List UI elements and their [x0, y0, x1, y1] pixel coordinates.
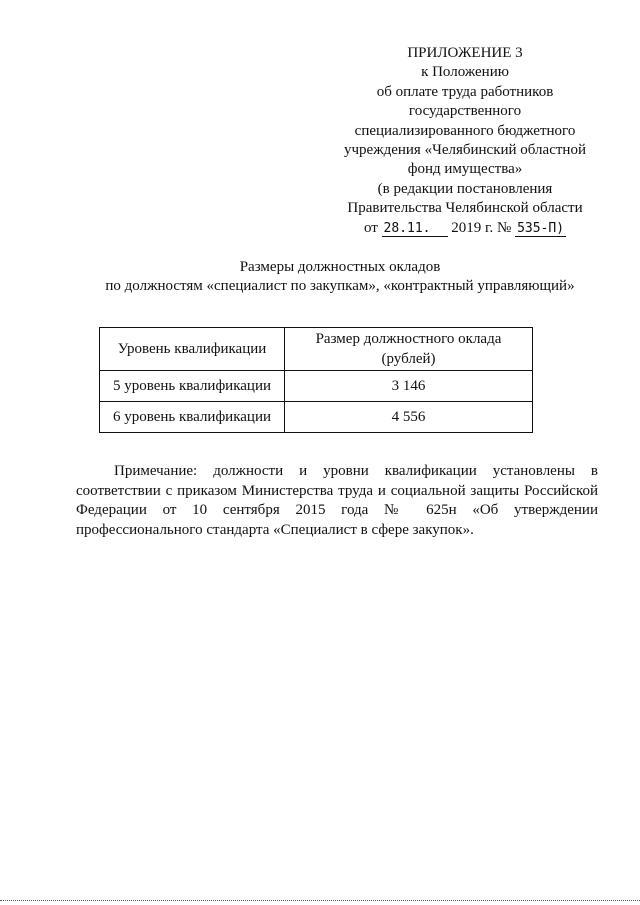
table-row — [100, 402, 533, 433]
appendix-header — [330, 44, 600, 238]
appendix-line: Правительства Челябинской области — [347, 200, 583, 217]
document-title — [40, 258, 640, 296]
page-bottom-divider — [0, 900, 640, 901]
header-qualification-level: Уровень квалификации — [100, 328, 285, 371]
appendix-line: государственного — [408, 103, 522, 120]
cell-salary: 4 556 — [285, 402, 533, 433]
cell-level: 6 уровень квалификации — [100, 402, 285, 433]
appendix-line: специализированного бюджетного — [354, 122, 576, 139]
table-row — [100, 371, 533, 402]
title-line-2: по должностям «специалист по закупкам», «контрактный управляющий» — [105, 278, 575, 294]
appendix-line: об оплате труда работников — [376, 83, 554, 100]
appendix-line: к Положению — [421, 64, 509, 81]
decree-number-sign: № — [497, 219, 512, 236]
table-header-row — [100, 328, 533, 371]
decree-number-handwritten: 535-П) — [517, 220, 565, 236]
appendix-line: фонд имущества» — [407, 161, 523, 178]
cell-salary: 3 146 — [285, 371, 533, 402]
appendix-heading: ПРИЛОЖЕНИЕ 3 — [407, 45, 523, 61]
decree-prefix: от — [363, 219, 378, 236]
title-line-1: Размеры должностных окладов — [239, 259, 441, 275]
note-text: Примечание: должности и уровни квалификации установлены в соответствии с приказом Министерства труда и социальной защиты Российской Федерации от 10 сентября 2015 года № 625н «Об утверждении профессионального стандарта «Специалист в сфере закупок». — [76, 463, 598, 538]
appendix-line: учреждения «Челябинский областной — [344, 142, 586, 159]
note-paragraph — [76, 462, 598, 540]
salary-table — [99, 327, 533, 433]
decree-year: 2019 г. — [451, 219, 494, 236]
header-salary-size: Размер должностного оклада (рублей) — [285, 328, 533, 371]
decree-date-handwritten: 28.11. — [382, 222, 448, 237]
decree-line — [330, 219, 600, 238]
cell-level: 5 уровень квалификации — [100, 371, 285, 402]
appendix-line: (в редакции постановления — [377, 180, 553, 197]
